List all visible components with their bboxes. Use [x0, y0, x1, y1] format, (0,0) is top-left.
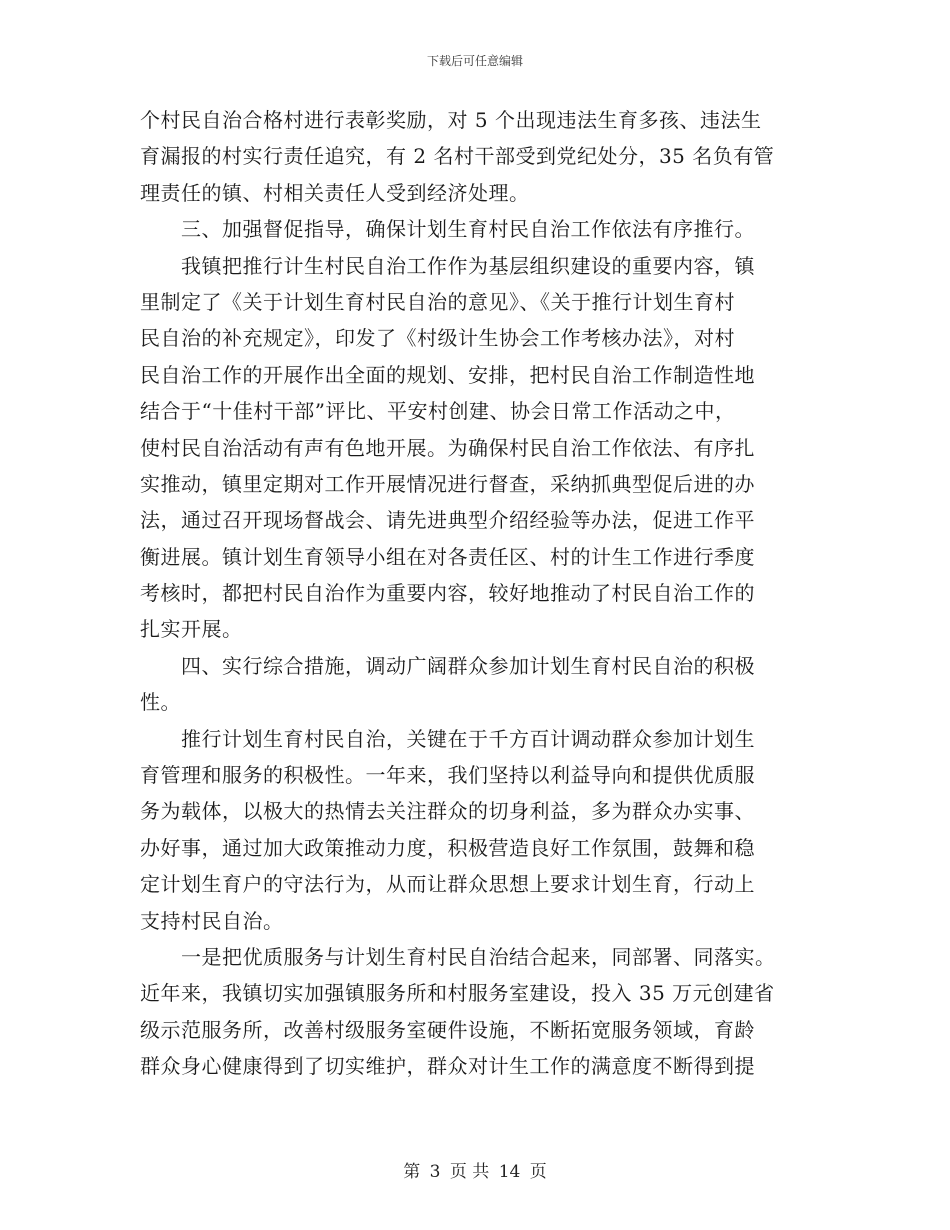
text-line: 民自治的补充规定》，印发了《村级计生协会工作考核办法》，对村: [140, 326, 735, 351]
section-heading-3: 三、加强督促指导，确保计划生育村民自治工作依法有序推行。: [140, 217, 755, 242]
text-line: 育管理和服务的积极性。一年来，我们坚持以利益导向和提供优质服: [140, 763, 755, 788]
text-line: 法，通过召开现场督战会、请先进典型介绍经验等办法，促进工作平: [140, 508, 755, 533]
text-line: 我镇把推行计生村民自治工作作为基层组织建设的重要内容，镇: [140, 253, 755, 278]
text-line: 一是把优质服务与计划生育村民自治结合起来，同部署、同落实。: [140, 944, 776, 969]
page-number: 3: [429, 1162, 441, 1182]
text-line: 育漏报的村实行责任追究，有 2 名村干部受到党纪处分，35 名负有管: [140, 144, 775, 169]
total-pages: 14: [498, 1162, 521, 1182]
text-line: 里制定了《关于计划生育村民自治的意见》、《关于推行计划生育村: [140, 289, 735, 314]
text-line: 结合于“十佳村干部”评比、平安村创建、协会日常工作活动之中，: [140, 399, 736, 424]
text-line: 支持村民自治。: [140, 908, 284, 933]
text-line: 近年来，我镇切实加强镇服务所和村服务室建设，投入 35 万元创建省: [140, 981, 775, 1006]
footer-prefix: 第: [403, 1162, 421, 1182]
text-line: 考核时，都把村民自治作为重要内容，较好地推动了村民自治工作的: [140, 581, 755, 606]
text-line: 群众身心健康得到了切实维护，群众对计生工作的满意度不断得到提: [140, 1054, 755, 1079]
document-body: [140, 102, 810, 1085]
text-line: 衡进展。镇计划生育领导小组在对各责任区、村的计生工作进行季度: [140, 544, 755, 569]
text-line: 扎实开展。: [140, 617, 243, 642]
text-line: 务为载体，以极大的热情去关注群众的切身利益，多为群众办实事、: [140, 799, 755, 824]
text-line: 办好事，通过加大政策推动力度，积极营造良好工作氛围，鼓舞和稳: [140, 835, 755, 860]
text-line: 民自治工作的开展作出全面的规划、安排，把村民自治工作制造性地: [140, 362, 755, 387]
page-header: 下载后可任意编辑: [426, 54, 523, 68]
footer-mid: 页 共: [449, 1162, 490, 1182]
section-heading-4-cont: 性。: [140, 690, 181, 715]
text-line: 个村民自治合格村进行表彰奖励，对 5 个出现违法生育多孩、违法生: [140, 108, 762, 132]
page-footer: [0, 1157, 950, 1182]
text-line: 级示范服务所，改善村级服务室硬件设施，不断拓宽服务领域，育龄: [140, 1017, 755, 1042]
text-line: 推行计划生育村民自治，关键在于千方百计调动群众参加计划生: [140, 726, 755, 751]
text-line: 使村民自治活动有声有色地开展。为确保村民自治工作依法、有序扎: [140, 435, 755, 460]
text-line: 定计划生育户的守法行为，从而让群众思想上要求计划生育，行动上: [140, 872, 755, 897]
text-line: 实推动，镇里定期对工作开展情况进行督查，采纳抓典型促后进的办: [140, 471, 755, 496]
section-heading-4: 四、实行综合措施，调动广阔群众参加计划生育村民自治的积极: [140, 653, 755, 678]
text-line: 理责任的镇、村相关责任人受到经济处理。: [140, 180, 530, 205]
footer-suffix: 页: [529, 1162, 547, 1182]
